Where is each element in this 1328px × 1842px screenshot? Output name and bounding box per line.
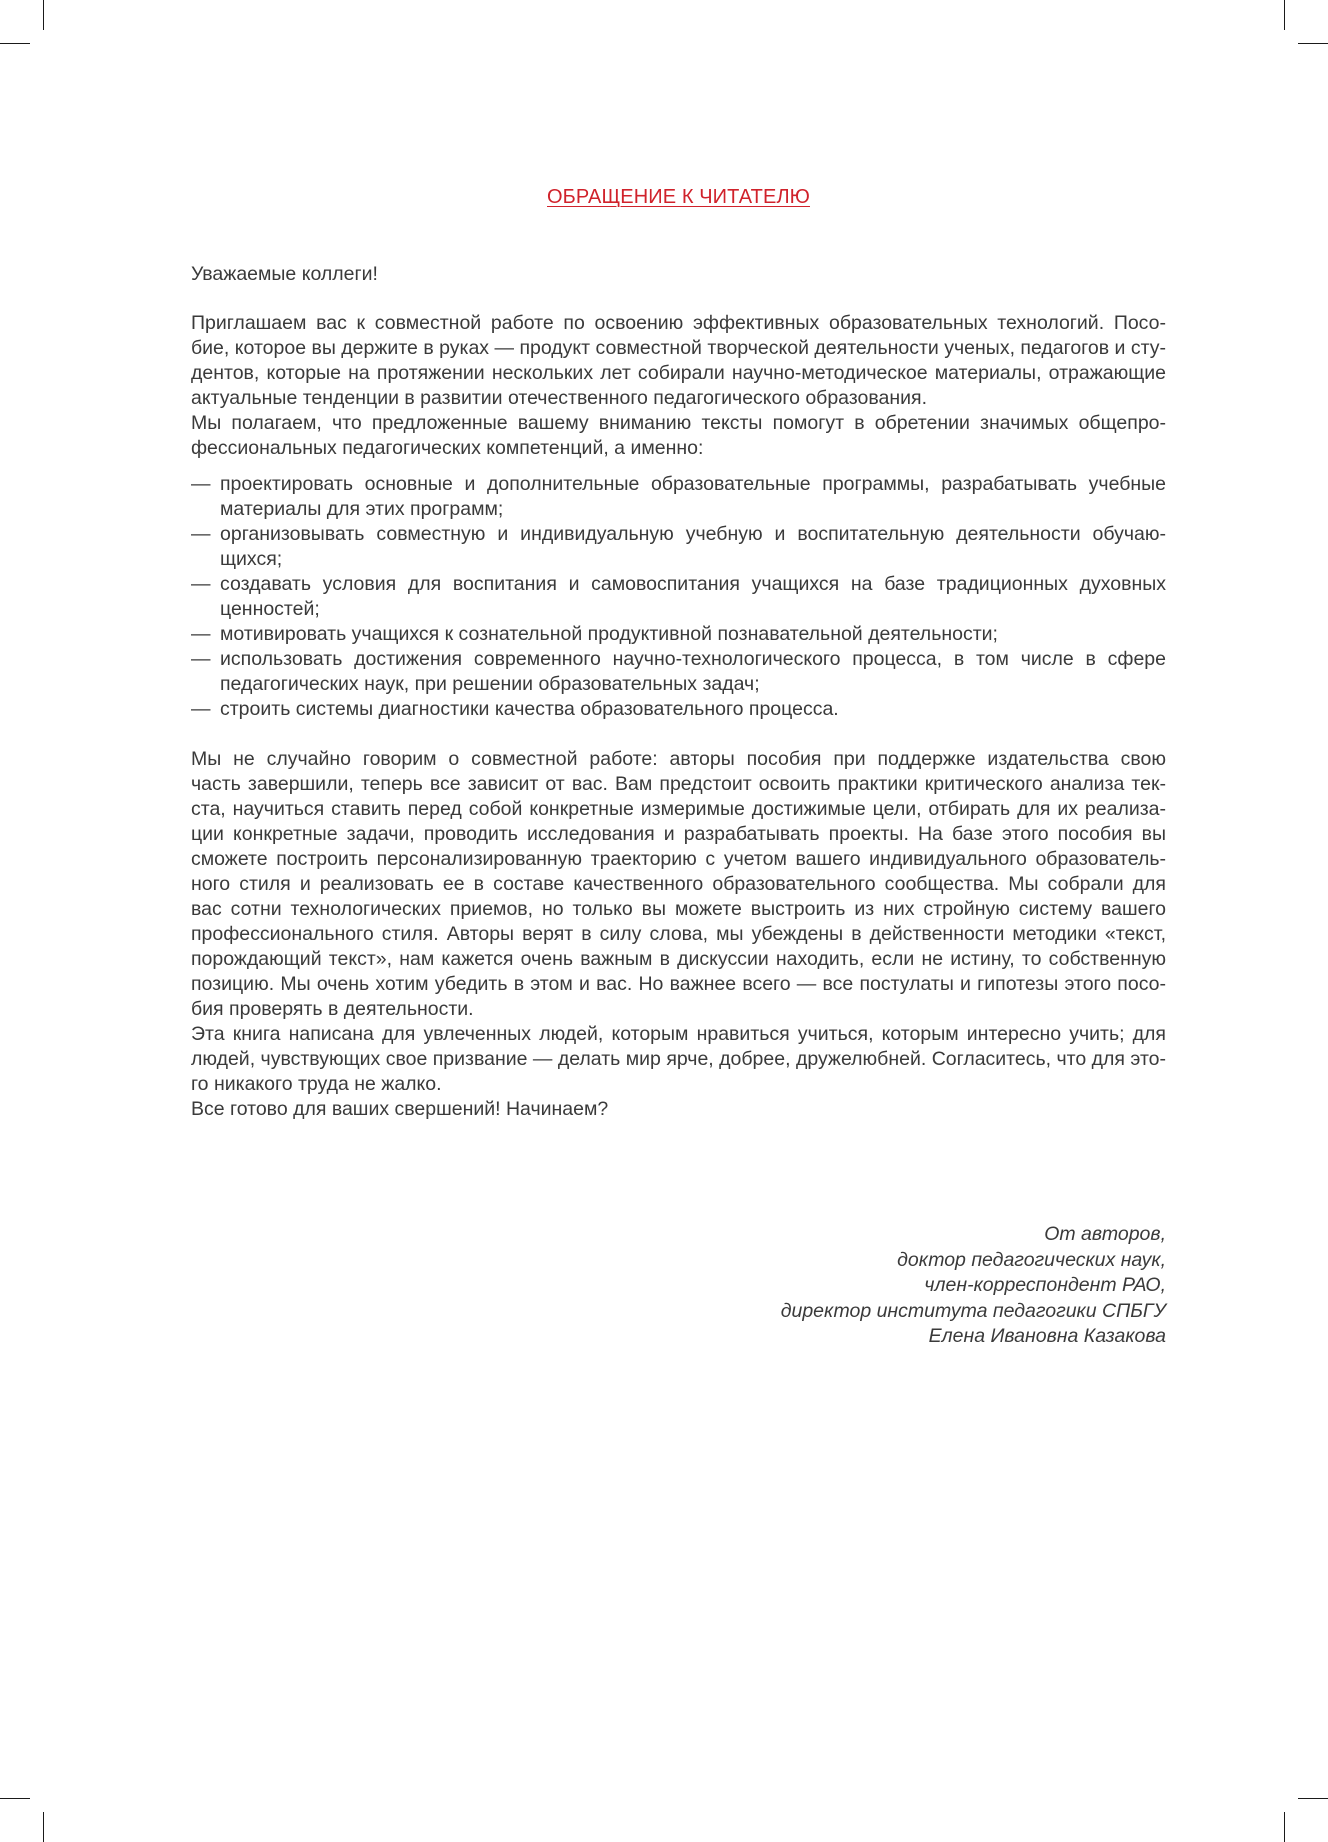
text-line: позицию. Мы очень хотим убедить в этом и вас. Но важнее всего — все постулаты и гипотезы этого посо- xyxy=(191,973,1166,995)
list-dash: — xyxy=(191,523,211,545)
crop-mark-bottom-left-horizontal xyxy=(0,1798,30,1799)
text-line: ценностей; xyxy=(220,598,320,620)
document-body xyxy=(191,311,1166,1122)
list-item xyxy=(191,572,1166,622)
text-line: ста, научиться ставить перед собой конкретные измеримые достижимые цели, отбирать для их реализа- xyxy=(191,798,1166,820)
signature-line: директор института педагогики СПБГУ xyxy=(780,1299,1166,1322)
crop-mark-bottom-right-vertical xyxy=(1284,1812,1285,1842)
list-item xyxy=(191,697,1166,722)
text-line: сможете построить персонализированную траекторию с учетом вашего индивидуального образователь- xyxy=(191,848,1166,870)
text-line: ции конкретные задачи, проводить исследования и разрабатывать проекты. На базе этого пособия вы xyxy=(191,823,1166,845)
text-line: дентов, которые на протяжении нескольких лет собирали научно-методическое материалы, отражающие xyxy=(191,362,1166,384)
list-dash: — xyxy=(191,698,211,720)
crop-mark-top-left-horizontal xyxy=(0,43,30,44)
signature-line: член-корреспондент РАО, xyxy=(924,1274,1166,1296)
crop-mark-top-right-horizontal xyxy=(1298,43,1328,44)
list-dash: — xyxy=(191,573,211,595)
text-line: ного стиля и реализовать ее в составе качественного образовательного сообщества. Мы собрали для xyxy=(191,873,1166,895)
text-line: строить системы диагностики качества образовательного процесса. xyxy=(220,698,839,720)
text-line: часть завершили, теперь все зависит от вас. Вам предстоит освоить практики критического анализа тек- xyxy=(191,773,1166,795)
list-dash: — xyxy=(191,648,211,670)
closing-line xyxy=(191,1097,1166,1122)
text-line: материалы для этих программ; xyxy=(220,498,504,520)
text-line: Мы не случайно говорим о совместной работе: авторы пособия при поддержке издательства свою xyxy=(191,748,1166,770)
text-line: порождающий текст», нам кажется очень важным в дискуссии находить, если не истину, то собственную xyxy=(191,948,1166,970)
competencies-list xyxy=(191,472,1166,722)
text-line: Мы полагаем, что предложенные вашему вниманию тексты помогут в обретении значимых общепро- xyxy=(191,412,1166,434)
text-line: щихся; xyxy=(220,548,283,570)
crop-mark-top-right-vertical xyxy=(1284,0,1285,30)
text-line: профессионального стиля. Авторы верят в силу слова, мы убеждены в действенности методики «текст, xyxy=(191,923,1166,945)
text-line: бия проверять в деятельности. xyxy=(191,998,474,1020)
text-line: проектировать основные и дополнительные образовательные программы, разрабатывать учебные xyxy=(220,473,1166,495)
signature-block xyxy=(781,1222,1166,1350)
crop-mark-top-left-vertical xyxy=(43,0,44,30)
intro-paragraph-1 xyxy=(191,311,1166,411)
list-dash: — xyxy=(191,623,211,645)
text-line: актуальные тенденции в развитии отечественного педагогического образования. xyxy=(191,387,928,409)
page-title: ОБРАЩЕНИЕ К ЧИТАТЕЛЮ xyxy=(547,186,810,208)
text-line: Приглашаем вас к совместной работе по освоению эффективных образовательных технологий. Посо- xyxy=(191,312,1166,334)
text-line: вас сотни технологических приемов, но только вы можете выстроить из них стройную систему вашего xyxy=(191,898,1166,920)
signature-line: От авторов, xyxy=(1044,1223,1166,1245)
text-line: бие, которое вы держите в руках — продукт совместной творческой деятельности ученых, педагогов и сту- xyxy=(191,337,1166,359)
paragraph-gap xyxy=(191,722,1166,747)
list-item xyxy=(191,622,1166,647)
greeting: Уважаемые коллеги! xyxy=(191,263,378,285)
signature-author-name: Елена Ивановна Казакова xyxy=(928,1325,1166,1347)
crop-mark-bottom-right-horizontal xyxy=(1298,1798,1328,1799)
crop-mark-bottom-left-vertical xyxy=(43,1812,44,1842)
list-item xyxy=(191,647,1166,697)
text-line: людей, чувствующих свое призвание — делать мир ярче, добрее, дружелюбней. Согласитесь, что для это- xyxy=(191,1048,1166,1070)
list-dash: — xyxy=(191,473,211,495)
intro-paragraph-2 xyxy=(191,411,1166,461)
text-line: использовать достижения современного научно-технологического процесса, в том числе в сфере xyxy=(220,648,1166,670)
signature-line: доктор педагогических наук, xyxy=(897,1248,1166,1271)
text-line: го никакого труда не жалко. xyxy=(191,1073,442,1095)
main-paragraph-1 xyxy=(191,747,1166,1022)
list-item xyxy=(191,522,1166,572)
text-line: педагогических наук, при решении образовательных задач; xyxy=(220,673,760,695)
text-line: организовывать совместную и индивидуальную учебную и воспитательную деятельности обучаю- xyxy=(220,523,1166,545)
text-line: мотивировать учащихся к сознательной продуктивной познавательной деятельности; xyxy=(220,623,998,645)
list-item xyxy=(191,472,1166,522)
main-paragraph-2 xyxy=(191,1022,1166,1097)
text-line: фессиональных педагогических компетенций, а именно: xyxy=(191,437,704,459)
text-line: Эта книга написана для увлеченных людей, которым нравиться учиться, которым интересно учить; для xyxy=(191,1023,1166,1045)
text-line: создавать условия для воспитания и самовоспитания учащихся на базе традиционных духовных xyxy=(220,573,1166,595)
text-line: Все готово для ваших свершений! Начинаем? xyxy=(191,1098,609,1120)
